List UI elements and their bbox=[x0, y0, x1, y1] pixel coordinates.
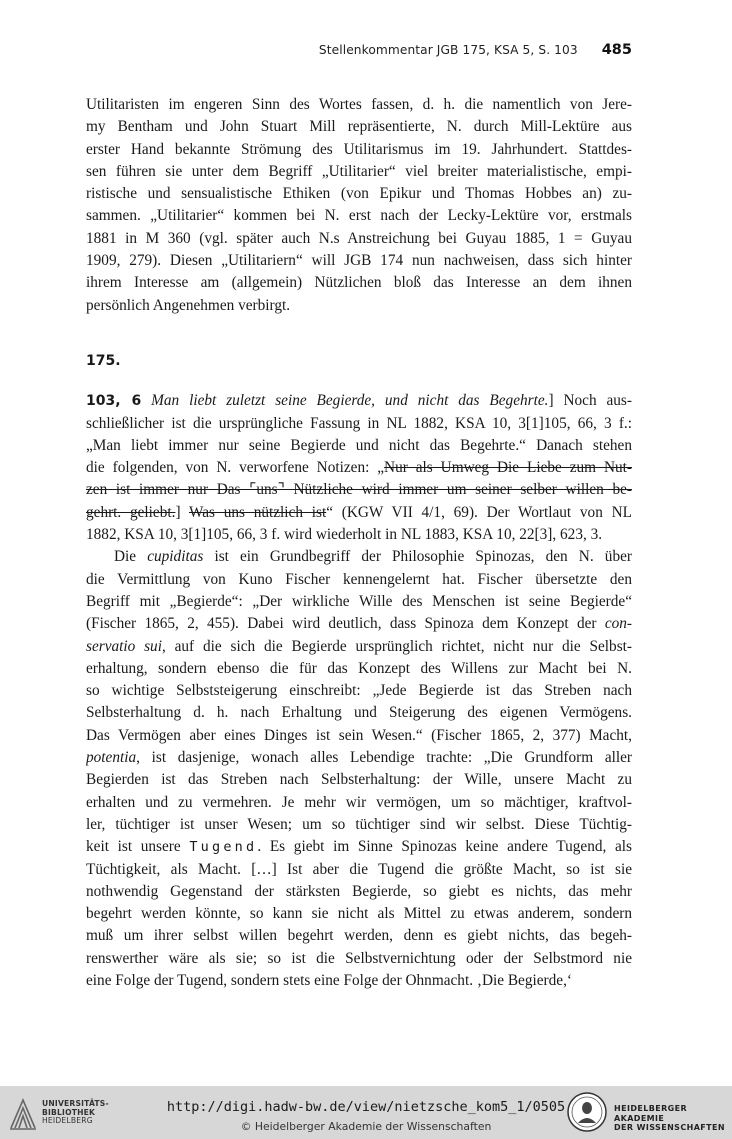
text-line: (Fischer 1865, 2, 455). Dabei wird deutlich, dass Spinoza dem Konzept der con- bbox=[86, 615, 632, 633]
text-line: persönlich Angenehmen verbirgt. bbox=[86, 296, 291, 314]
text-line: servatio sui, auf die sich die Begierde ursprünglich richtet, nicht nur die Selbst- bbox=[86, 637, 632, 655]
text-line: 1881 in M 360 (vgl. später auch N.s Anstreichung bei Guyau 1885, 1 = Guyau bbox=[86, 229, 632, 247]
source-url-link[interactable]: http://digi.hadw-bw.de/view/nietzsche_kom5_1/0505 bbox=[166, 1099, 566, 1115]
text-line: die Vermittlung von Kuno Fischer kennengelernt hat. Fischer übersetzte den bbox=[86, 570, 632, 588]
struck-text: zen ist immer nur Das ⌜uns⌝ Nützliche wird immer um seiner selber willen be- bbox=[86, 481, 632, 499]
text-line: erhalten und zu vermehren. Je mehr wir vermögen, um so mächtiger, kraftvol- bbox=[86, 793, 632, 811]
academy-name: HEIDELBERGER AKADEMIE DER WISSENSCHAFTEN bbox=[614, 1104, 725, 1132]
text-line: Selbsterhaltung d. h. nach Erhaltung und Steigerung des eigenen Vermögens. bbox=[86, 704, 632, 722]
copyright-notice: © Heidelberger Akademie der Wissenschaften bbox=[240, 1120, 492, 1133]
text-line: eine Folge der Tugend, sondern stets eine Folge der Ohnmacht. ‚Die Begierde,‘ bbox=[86, 971, 572, 989]
section-number: 175. bbox=[86, 352, 121, 369]
text-line: muß um ihrer selbst willen begehrt werden, denn es giebt nichts, das begeh- bbox=[86, 927, 632, 945]
text-line: keit ist unsere Tugend. Es giebt im Sinne Spinozas keine andere Tugend, als bbox=[86, 838, 632, 856]
text-line: „Man liebt immer nur seine Begierde und nicht das Begehrte.“ Danach stehen bbox=[86, 436, 632, 454]
lemma-line: 103, 6 Man liebt zuletzt seine Begierde, und nicht das Begehrte.] Noch aus- bbox=[86, 392, 632, 410]
lemma-reference: 103, 6 bbox=[86, 393, 142, 410]
text-line: Tüchtigkeit, als Macht. […] Ist aber die Tugend die größte Macht, so ist sie bbox=[86, 860, 632, 878]
text-line: erster Hand bekannte Strömung des Utilitarismus im 19. Jahrhundert. Stattdes- bbox=[86, 140, 632, 158]
spaced-text: Tugend bbox=[189, 839, 258, 856]
paragraph-1 bbox=[86, 94, 632, 317]
struck-text: Nur als Umweg Die Liebe zum Nut- bbox=[384, 459, 632, 477]
academy-seal-icon bbox=[566, 1091, 608, 1133]
text-line: my Bentham und John Stuart Mill repräsentierte, N. durch Mill-Lektüre aus bbox=[86, 118, 632, 136]
library-name: UNIVERSITÄTS- BIBLIOTHEK HEIDELBERG bbox=[42, 1099, 109, 1126]
paragraph-2 bbox=[86, 390, 632, 546]
text-line: Utilitaristen im engeren Sinn des Wortes fassen, d. h. die namentlich von Jere- bbox=[86, 96, 632, 113]
lemma-quote: Man liebt zuletzt seine Begierde, und nicht das Begehrte. bbox=[151, 392, 549, 410]
struck-text: gehrt. geliebt. bbox=[86, 503, 176, 521]
text-line: gehrt. geliebt.] Was uns nützlich ist“ (KGW VII 4/1, 69). Der Wortlaut von NL bbox=[86, 503, 632, 521]
text-line: die folgenden, von N. verworfene Notizen: „Nur als Umweg Die Liebe zum Nut- bbox=[86, 459, 632, 477]
text-line: Begierden ist das Streben nach Selbsterhaltung: der Wille, unsere Macht zu bbox=[86, 771, 632, 789]
text-line: sammen. „Utilitarier“ kommen bei N. erst nach der Lecky-Lektüre vor, erstmals bbox=[86, 207, 632, 225]
page-header bbox=[86, 42, 632, 64]
text-line: schließlicher ist die ursprüngliche Fassung in NL 1882, KSA 10, 3[1]105, 66, 3 f.: bbox=[86, 414, 632, 432]
text-line: Die cupiditas ist ein Grundbegriff der Philosophie Spinozas, den N. über bbox=[114, 548, 632, 566]
text-line: sen führen sie unter dem Begriff „Utilitarier“ viel breiter materialistische, empi- bbox=[86, 162, 632, 180]
text-line: Begriff mit „Begierde“: „Der wirkliche Wille des Menschen ist seine Begierde“ bbox=[86, 592, 632, 610]
struck-text: Was uns nützlich ist bbox=[189, 503, 327, 521]
text-line: 1909, 279). Diesen „Utilitariern“ will JGB 174 nun nachweisen, dass sich hinter bbox=[86, 252, 632, 270]
paragraph-3 bbox=[86, 546, 632, 992]
text-line: potentia, ist dasjenige, wonach alles Lebendige trachte: „Die Grundform aller bbox=[86, 749, 632, 767]
text-line: erhaltung, sondern ebenso die für das Konzept des Willens zur Macht bei N. bbox=[86, 659, 632, 677]
footer-bar bbox=[0, 1086, 732, 1139]
text-line: ler, tüchtiger ist unser Wesen; um so tüchtiger sind wir selbst. Diese Tüchtig- bbox=[86, 815, 632, 833]
text-line: so wichtige Selbststeigerung einschreibt: „Jede Begierde ist das Streben nach bbox=[86, 682, 632, 700]
text-line: nothwendig Gegenstand der stärksten Begierde, so giebt es nichts, das mehr bbox=[86, 882, 632, 900]
text-line: Das Vermögen aber eines Dinges ist sein Wesen.“ (Fischer 1865, 2, 377) Macht, bbox=[86, 726, 632, 744]
text-line: ihrem Interesse am (allgemein) Nützlichen bloß das Interesse an dem ihnen bbox=[86, 274, 632, 292]
text-line: begehrt werden könnte, so kann sie nicht als Mittel zu etwas anderem, sondern bbox=[86, 905, 632, 923]
running-head: Stellenkommentar JGB 175, KSA 5, S. 103 bbox=[318, 43, 578, 57]
text-line: renswerther wäre als sie; so ist die Selbstvernichtung oder der Selbstmord nie bbox=[86, 949, 632, 967]
page-number: 485 bbox=[601, 42, 632, 58]
text-line: 1882, KSA 10, 3[1]105, 66, 3 f. wird wiederholt in NL 1883, KSA 10, 22[3], 623, 3. bbox=[86, 526, 603, 544]
text-line: ristische und sensualistische Ethiken (von Epikur und Thomas Hobbes an) zu- bbox=[86, 185, 632, 203]
main-text bbox=[86, 94, 632, 992]
